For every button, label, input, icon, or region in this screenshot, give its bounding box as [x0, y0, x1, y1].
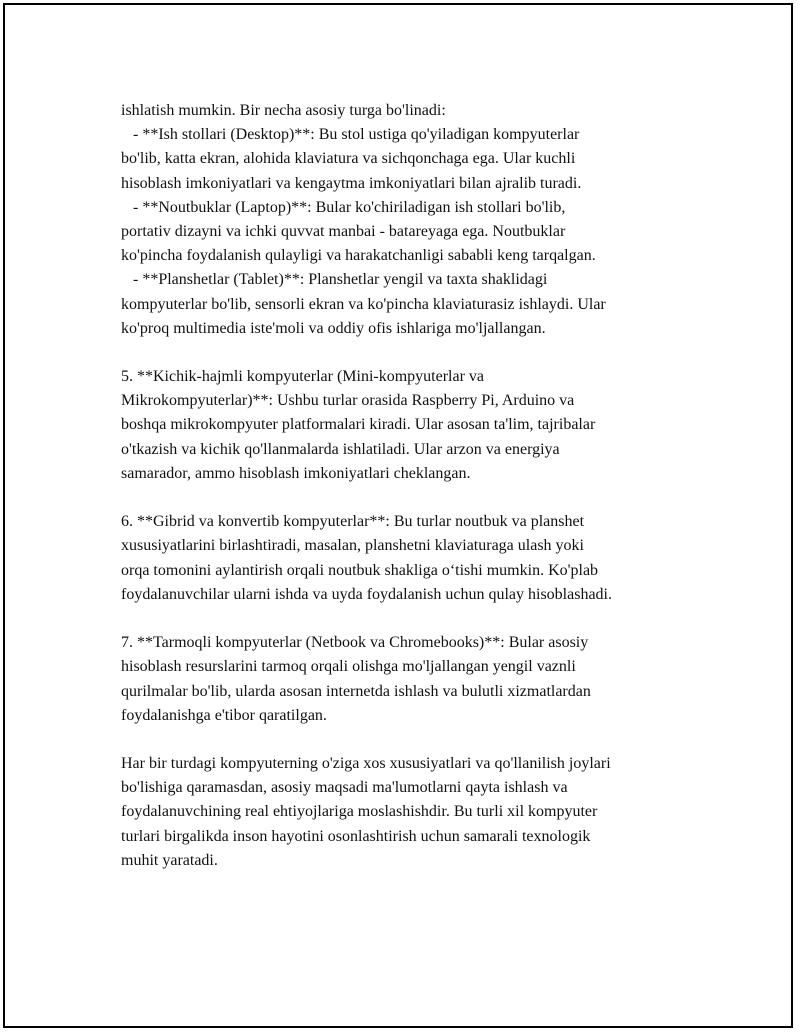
- text-line: - **Noutbuklar (Laptop)**: Bular ko'chiriladigan ish stollari bo'lib,: [121, 198, 566, 216]
- page-frame: [3, 3, 793, 1028]
- paragraph-conclusion: [121, 752, 701, 873]
- text-line: 7. **Tarmoqli kompyuterlar (Netbook va Chromebooks)**: Bular asosiy: [121, 634, 589, 652]
- text-line: 5. **Kichik-hajmli kompyuterlar (Mini-kompyuterlar va: [121, 368, 485, 386]
- text-line: turlari birgalikda inson hayotini osonlashtirish uchun samarali texnologik: [121, 827, 591, 845]
- text-line: boshqa mikrokompyuter platformalari kiradi. Ular asosan ta'lim, tajribalar: [121, 416, 596, 434]
- paragraph-hybrid-computers: [121, 510, 701, 607]
- paragraph-gap: [121, 486, 701, 510]
- text-line: hisoblash resurslarini tarmoq orqali olishga mo'ljallangan yengil vaznli: [121, 658, 576, 676]
- text-line: Mikrokompyuterlar)**: Ushbu turlar orasida Raspberry Pi, Arduino va: [121, 392, 575, 410]
- text-line: muhit yaratadi.: [121, 851, 218, 869]
- text-line: samarador, ammo hisoblash imkoniyatlari cheklangan.: [121, 464, 471, 482]
- text-line: foydalanishga e'tibor qaratilgan.: [121, 706, 327, 724]
- text-line: - **Ish stollari (Desktop)**: Bu stol ustiga qo'yiladigan kompyuterlar: [121, 126, 580, 144]
- text-line: ko'pincha foydalanish qulayligi va harakatchanligi sababli keng tarqalgan.: [121, 247, 596, 265]
- paragraph-computer-types: [121, 99, 701, 341]
- text-line: qurilmalar bo'lib, ularda asosan internetda ishlash va bulutli xizmatlardan: [121, 682, 591, 700]
- paragraph-gap: [121, 341, 701, 365]
- text-line: Har bir turdagi kompyuterning o'ziga xos xususiyatlari va qo'llanilish joylari: [121, 755, 611, 773]
- text-line: kompyuterlar bo'lib, sensorli ekran va ko'pincha klaviaturasiz ishlaydi. Ular: [121, 295, 606, 313]
- document-body: [121, 99, 701, 873]
- text-line: bo'lishiga qaramasdan, asosiy maqsadi ma'lumotlarni qayta ishlash va: [121, 779, 568, 797]
- text-line: 6. **Gibrid va konvertib kompyuterlar**: Bu turlar noutbuk va planshet: [121, 513, 585, 531]
- text-line: - **Planshetlar (Tablet)**: Planshetlar yengil va taxta shaklidagi: [121, 271, 548, 289]
- text-line: hisoblash imkoniyatlari va kengaytma imkoniyatlari bilan ajralib turadi.: [121, 174, 582, 192]
- paragraph-network-computers: [121, 631, 701, 728]
- text-line: o'tkazish va kichik qo'llanmalarda ishlatiladi. Ular arzon va energiya: [121, 440, 560, 458]
- paragraph-gap: [121, 607, 701, 631]
- text-line: foydalanuvchining real ehtiyojlariga moslashishdir. Bu turli xil kompyuter: [121, 803, 598, 821]
- text-line: portativ dizayni va ichki quvvat manbai - batareyaga ega. Noutbuklar: [121, 222, 566, 240]
- text-line: orqa tomonini aylantirish orqali noutbuk shakliga oʻtishi mumkin. Ko'plab: [121, 561, 599, 579]
- paragraph-small-computers: [121, 365, 701, 486]
- text-line: foydalanuvchilar ularni ishda va uyda foydalanish uchun qulay hisoblashadi.: [121, 585, 612, 603]
- text-line: xususiyatlarini birlashtiradi, masalan, planshetni klaviaturaga ulash yoki: [121, 537, 584, 555]
- text-line: ko'proq multimedia iste'moli va oddiy ofis ishlariga mo'ljallangan.: [121, 319, 546, 337]
- paragraph-gap: [121, 728, 701, 752]
- text-line: bo'lib, katta ekran, alohida klaviatura va sichqonchaga ega. Ular kuchli: [121, 150, 576, 168]
- text-line: ishlatish mumkin. Bir necha asosiy turga bo'linadi:: [121, 102, 446, 119]
